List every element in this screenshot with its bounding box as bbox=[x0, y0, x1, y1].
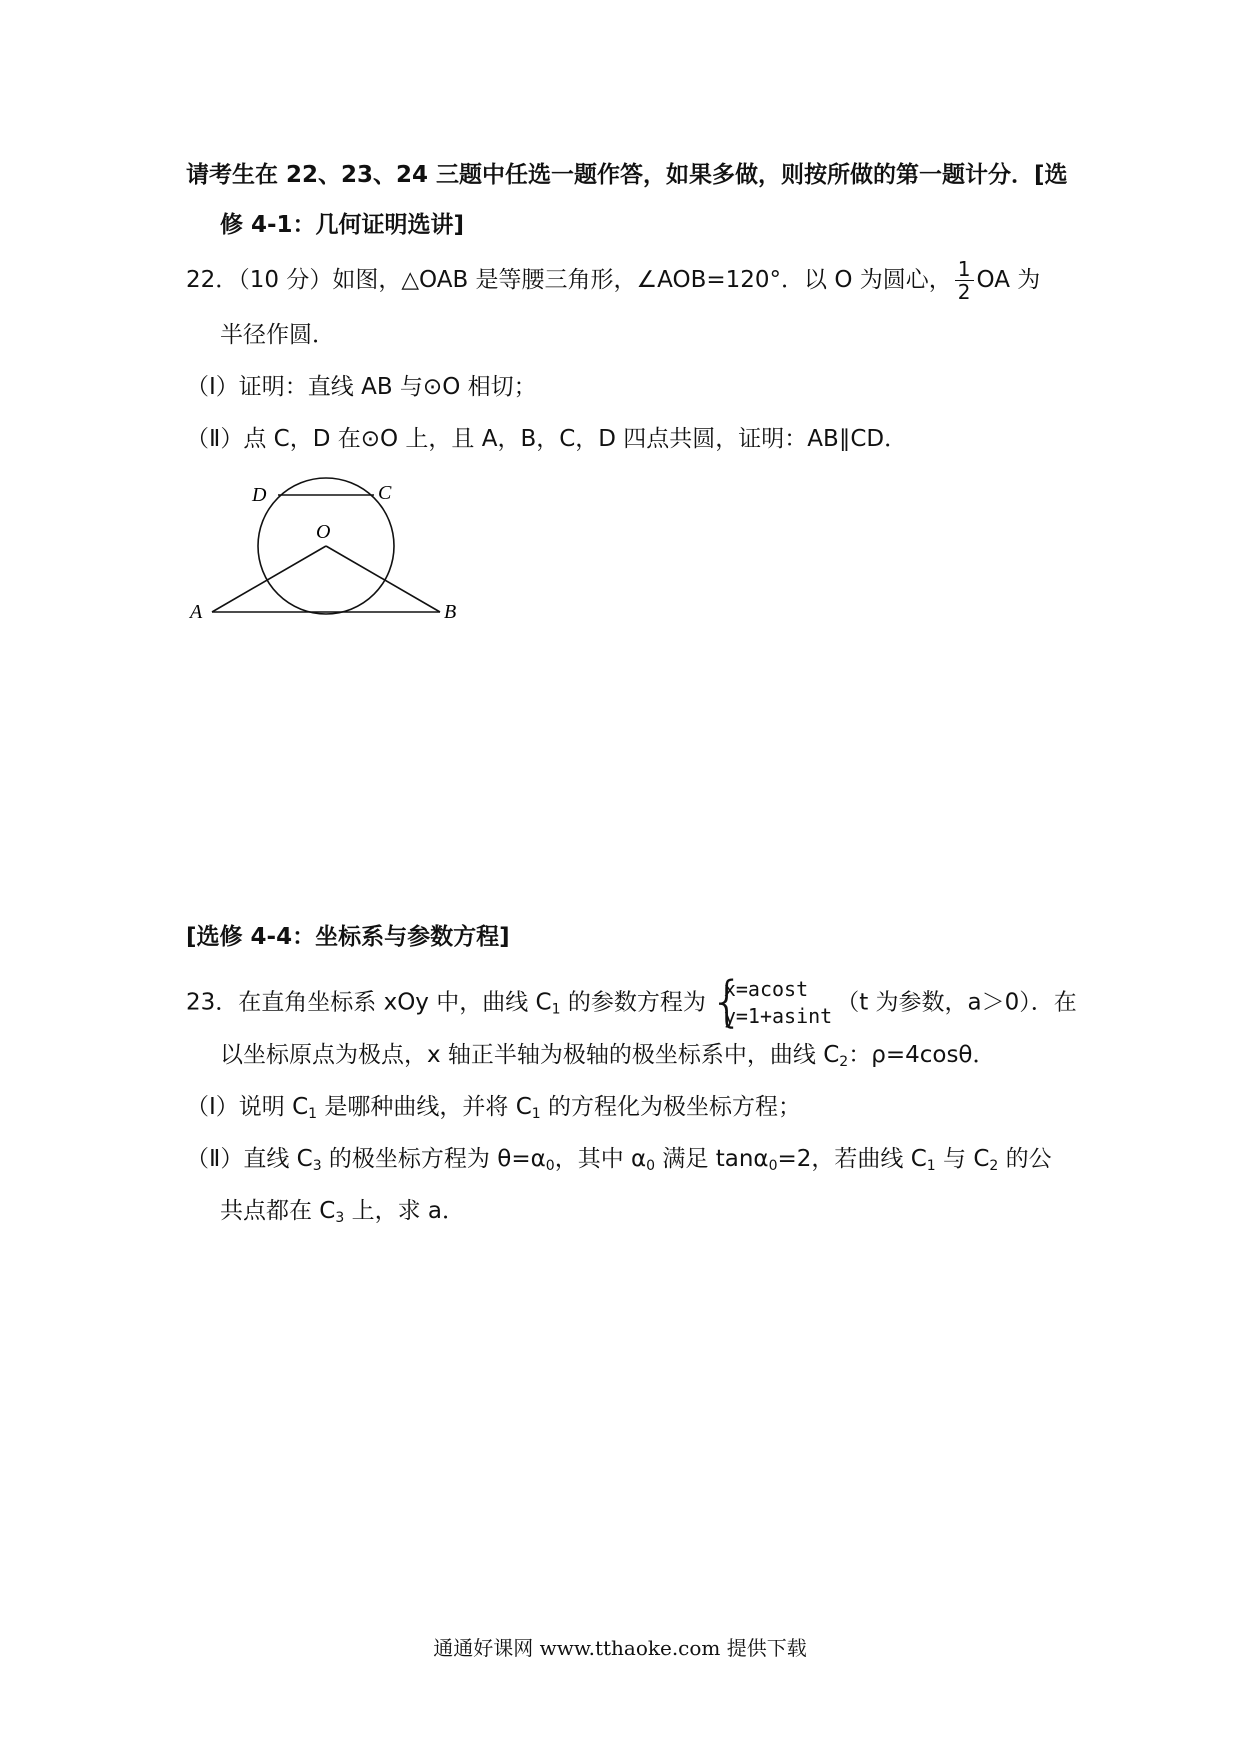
subscript: 3 bbox=[312, 1158, 322, 1174]
part-1-text-c: 的方程化为极坐标方程； bbox=[540, 1094, 801, 1120]
part-2-text-e: =2，若曲线 C bbox=[777, 1146, 927, 1172]
subscript: 1 bbox=[531, 1106, 541, 1122]
label-c: C bbox=[378, 482, 392, 504]
question-23-text-a2: 的参数方程为 bbox=[560, 989, 706, 1016]
segment-ob bbox=[326, 546, 440, 612]
subscript: 3 bbox=[335, 1210, 345, 1226]
subscript: 0 bbox=[545, 1158, 555, 1174]
question-22-part-2: （Ⅱ）点 C，D 在⊙O 上，且 A，B，C，D 四点共圆，证明：AB∥CD． bbox=[186, 426, 908, 452]
part-2-text-g: 的公 bbox=[998, 1146, 1052, 1172]
parametric-equation-system bbox=[709, 970, 833, 1033]
question-23-stem bbox=[186, 970, 1077, 1033]
question-23-text-a: 23．在直角坐标系 xOy 中，曲线 C bbox=[186, 989, 552, 1016]
question-23-text-b: 以坐标原点为极点，x 轴正半轴为极轴的极坐标系中，曲线 C bbox=[220, 1042, 840, 1068]
part-2-text-a: （Ⅱ）直线 C bbox=[186, 1146, 313, 1172]
question-22-stem bbox=[186, 258, 1040, 303]
question-22-stem-line-2: 半径作圆． bbox=[220, 322, 335, 348]
equation-x: x=acost bbox=[723, 977, 809, 1001]
question-23-part-2-line-2 bbox=[220, 1194, 465, 1228]
label-a: A bbox=[190, 601, 203, 622]
question-23-text-b2: ：ρ=4cosθ． bbox=[848, 1042, 996, 1068]
part-2-text-f: 与 C bbox=[935, 1146, 990, 1172]
instruction-line-1: 请考生在 22、23、24 三题中任选一题作答，如果多做，则按所做的第一题计分．[选 bbox=[186, 162, 1068, 188]
label-d: D bbox=[252, 484, 267, 506]
section-title-4-4: [选修 4-4：坐标系与参数方程] bbox=[186, 924, 510, 950]
part-2-cont-text-a: 共点都在 C bbox=[220, 1198, 336, 1224]
part-1-text-b: 是哪种曲线，并将 C bbox=[317, 1094, 532, 1120]
question-22-stem-tail: OA 为 bbox=[976, 267, 1041, 293]
question-23-part-2 bbox=[186, 1142, 1052, 1176]
subscript: 1 bbox=[551, 1001, 561, 1018]
subscript: 2 bbox=[989, 1158, 999, 1174]
segment-oa bbox=[212, 546, 326, 612]
question-22-part-1: （Ⅰ）证明：直线 AB 与⊙O 相切； bbox=[186, 374, 537, 400]
part-2-text-b: 的极坐标方程为 θ=α bbox=[321, 1146, 546, 1172]
subscript: 1 bbox=[926, 1158, 936, 1174]
fraction-denominator: 2 bbox=[957, 280, 971, 304]
question-22-stem-text: 22．（10 分）如图，△OAB 是等腰三角形，∠AOB=120°．以 O 为圆心， bbox=[186, 267, 952, 293]
question-23-stem-line-2 bbox=[220, 1038, 996, 1072]
fraction-numerator: 1 bbox=[955, 258, 974, 281]
question-23-part-1 bbox=[186, 1090, 801, 1124]
fraction-one-half bbox=[955, 258, 974, 303]
question-23-text-a3: （t 为参数，a＞0）．在 bbox=[836, 989, 1077, 1016]
part-1-text-a: （Ⅰ）说明 C bbox=[186, 1094, 309, 1120]
subscript: 1 bbox=[308, 1106, 318, 1122]
subscript: 0 bbox=[646, 1158, 656, 1174]
part-2-text-d: 满足 tanα bbox=[655, 1146, 769, 1172]
instruction-line-2: 修 4-1：几何证明选讲] bbox=[220, 212, 465, 238]
subscript: 0 bbox=[768, 1158, 778, 1174]
equation-y: y=1+asint bbox=[723, 1004, 833, 1028]
label-b: B bbox=[444, 601, 457, 622]
part-2-cont-text-b: 上，求 a． bbox=[344, 1198, 466, 1224]
subscript: 2 bbox=[839, 1054, 849, 1070]
left-brace: { bbox=[709, 970, 745, 1033]
geometry-figure bbox=[186, 462, 466, 622]
footer-source: 通通好课网 www.tthaoke.com 提供下载 bbox=[433, 1636, 807, 1660]
part-2-text-c: ，其中 α bbox=[554, 1146, 647, 1172]
label-o: O bbox=[316, 521, 331, 543]
